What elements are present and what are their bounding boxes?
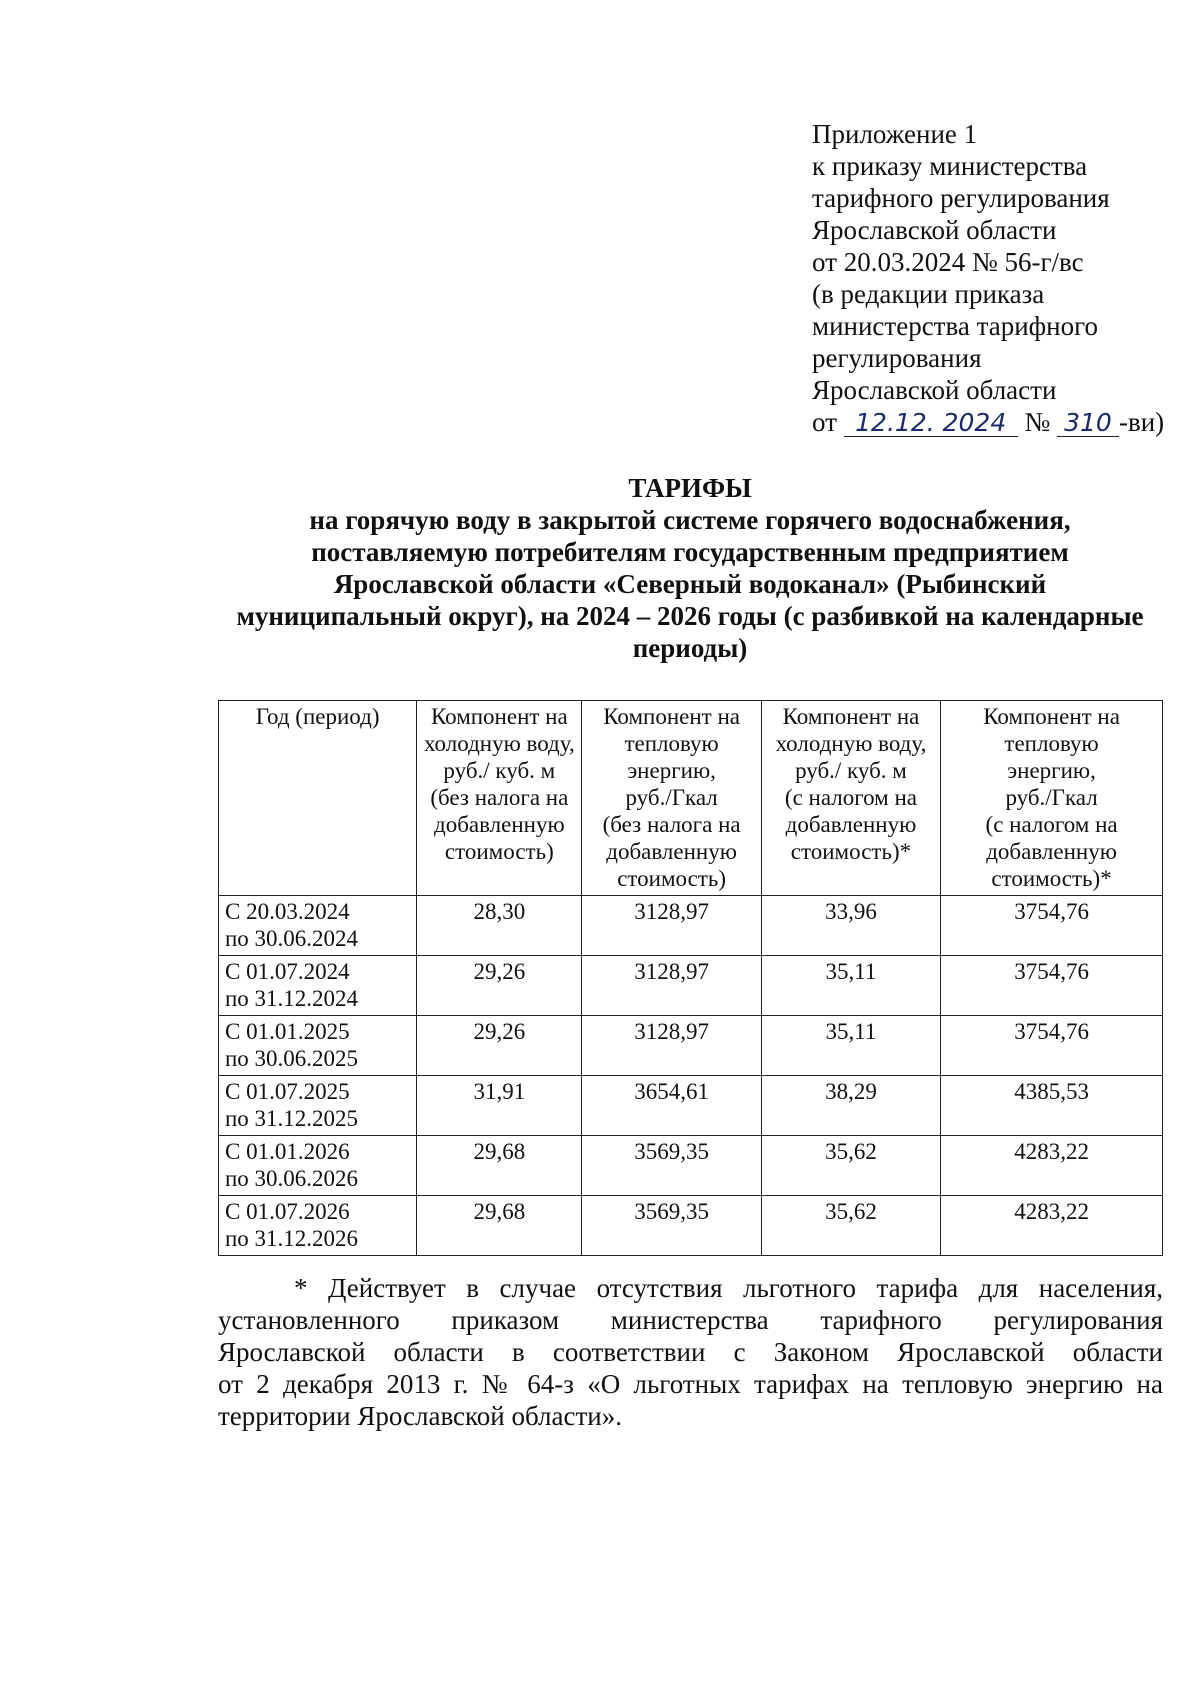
value-cell: 3754,76 <box>941 896 1163 956</box>
period-from: С 20.03.2024 <box>225 899 350 924</box>
period-to: по 30.06.2024 <box>225 926 359 951</box>
appendix-line: Ярославской области <box>812 375 1057 405</box>
table-row <box>219 1016 1163 1076</box>
value-cell: 3128,97 <box>582 1016 761 1076</box>
column-header <box>582 701 761 896</box>
value-cell: 35,11 <box>761 1016 940 1076</box>
value-cell: 28,30 <box>417 896 582 956</box>
title-line: периоды) <box>632 633 748 663</box>
value-cell: 3754,76 <box>941 956 1163 1016</box>
column-header-line: энергию, <box>1007 758 1096 783</box>
period-from: С 01.01.2026 <box>225 1139 350 1164</box>
title-heading: ТАРИФЫ <box>628 473 752 503</box>
table-row <box>219 1136 1163 1196</box>
period-to: по 31.12.2026 <box>225 1226 359 1251</box>
title-line: муниципальный округ), на 2024 – 2026 годы (с разбивкой на календарные <box>236 601 1144 631</box>
table-row <box>219 896 1163 956</box>
column-header-line: тепловую <box>624 731 719 756</box>
value-cell: 35,62 <box>761 1136 940 1196</box>
column-header <box>219 701 417 896</box>
value-cell: 29,68 <box>417 1136 582 1196</box>
value-cell: 38,29 <box>761 1076 940 1136</box>
period-cell <box>219 1076 417 1136</box>
tariff-table <box>218 700 1163 1256</box>
column-header-line: холодную воду, <box>775 731 927 756</box>
period-cell <box>219 1016 417 1076</box>
table-row <box>219 956 1163 1016</box>
appendix-line: министерства тарифного <box>812 311 1099 341</box>
appendix-line: к приказу министерства <box>812 151 1088 181</box>
value-cell: 4283,22 <box>941 1136 1163 1196</box>
footnote-line: Ярославской области в соответствии с Законом Ярославской области <box>218 1337 1163 1367</box>
footnote-line: установленного приказом министерства тарифного регулирования <box>218 1305 1163 1335</box>
value-cell: 3754,76 <box>941 1016 1163 1076</box>
column-header-line: (с налогом на <box>985 812 1118 837</box>
column-header-line: стоимость) <box>617 866 726 891</box>
number-sign: № <box>1024 407 1051 437</box>
table-row <box>219 1196 1163 1256</box>
title-line: на горячую воду в закрытой системе горячего водоснабжения, <box>309 505 1071 535</box>
column-header-line: стоимость) <box>444 839 554 864</box>
column-header-line: стоимость)* <box>991 866 1112 891</box>
appendix-block <box>812 118 1182 438</box>
title-line: Ярославской области «Северный водоканал» (Рыбинский <box>333 569 1047 599</box>
table-header-row <box>219 701 1163 896</box>
column-header-line: (без налога на <box>602 812 741 837</box>
value-cell: 3128,97 <box>582 896 761 956</box>
column-header-line: Компонент на <box>782 704 920 729</box>
value-cell: 3569,35 <box>582 1196 761 1256</box>
column-header-line: добавленную <box>785 812 917 837</box>
footnote-line: территории Ярославской области». <box>218 1401 622 1431</box>
column-header-line: Год (период) <box>255 704 380 729</box>
value-cell: 3654,61 <box>582 1076 761 1136</box>
period-from: С 01.07.2025 <box>225 1079 350 1104</box>
period-cell <box>219 1136 417 1196</box>
document-title <box>210 472 1170 664</box>
value-cell: 4283,22 <box>941 1196 1163 1256</box>
period-cell <box>219 956 417 1016</box>
period-from: С 01.01.2025 <box>225 1019 350 1044</box>
column-header-line: тепловую <box>1004 731 1099 756</box>
column-header-line: Компонент на <box>983 704 1120 729</box>
value-cell: 31,91 <box>417 1076 582 1136</box>
value-cell: 35,11 <box>761 956 940 1016</box>
value-cell: 33,96 <box>761 896 940 956</box>
column-header <box>941 701 1163 896</box>
column-header <box>417 701 582 896</box>
period-to: по 30.06.2025 <box>225 1046 359 1071</box>
column-header-line: стоимость)* <box>790 839 912 864</box>
column-header-line: Компонент на <box>430 704 568 729</box>
value-cell: 29,68 <box>417 1196 582 1256</box>
amendment-prefix: от <box>812 407 837 437</box>
period-to: по 31.12.2024 <box>225 986 359 1011</box>
table-body <box>219 896 1163 1256</box>
value-cell: 4385,53 <box>941 1076 1163 1136</box>
value-cell: 3569,35 <box>582 1136 761 1196</box>
period-cell <box>219 896 417 956</box>
column-header-line: (с налогом на <box>784 785 917 810</box>
column-header-line: руб./ куб. м <box>795 758 907 783</box>
column-header-line: холодную воду, <box>423 731 575 756</box>
period-from: С 01.07.2026 <box>225 1199 350 1224</box>
appendix-line: тарифного регулирования <box>812 183 1110 213</box>
amendment-line <box>812 406 1182 438</box>
column-header-line: добавленную <box>986 839 1117 864</box>
column-header-line: (без налога на <box>430 785 569 810</box>
period-from: С 01.07.2024 <box>225 959 350 984</box>
appendix-line: (в редакции приказа <box>812 279 1045 309</box>
appendix-line: Ярославской области <box>812 215 1057 245</box>
column-header-line: руб./Гкал <box>625 785 718 810</box>
appendix-line: от 20.03.2024 № 56-г/вс <box>812 247 1084 277</box>
footnote-line: * Действует в случае отсутствия льготного тарифа для населения, <box>294 1273 1163 1303</box>
value-cell: 29,26 <box>417 1016 582 1076</box>
footnote <box>218 1272 1163 1432</box>
value-cell: 3128,97 <box>582 956 761 1016</box>
amendment-suffix: -ви) <box>1118 407 1165 437</box>
column-header-line: энергию, <box>627 758 716 783</box>
column-header <box>761 701 940 896</box>
value-cell: 35,62 <box>761 1196 940 1256</box>
table-row <box>219 1076 1163 1136</box>
column-header-line: добавленную <box>606 839 737 864</box>
column-header-line: руб./Гкал <box>1005 785 1098 810</box>
handwritten-number: 310 <box>1057 410 1119 437</box>
title-line: поставляемую потребителям государственным предприятием <box>311 537 1069 567</box>
footnote-line: от 2 декабря 2013 г. № 64-з «О льготных тарифах на тепловую энергию на <box>218 1369 1163 1399</box>
value-cell: 29,26 <box>417 956 582 1016</box>
column-header-line: Компонент на <box>603 704 740 729</box>
column-header-line: руб./ куб. м <box>443 758 556 783</box>
column-header-line: добавленную <box>434 812 565 837</box>
handwritten-date: 12.12. 2024 <box>844 410 1018 437</box>
appendix-line: Приложение 1 <box>812 119 978 149</box>
appendix-line: регулирования <box>812 343 982 373</box>
period-to: по 30.06.2026 <box>225 1166 359 1191</box>
period-cell <box>219 1196 417 1256</box>
period-to: по 31.12.2025 <box>225 1106 359 1131</box>
